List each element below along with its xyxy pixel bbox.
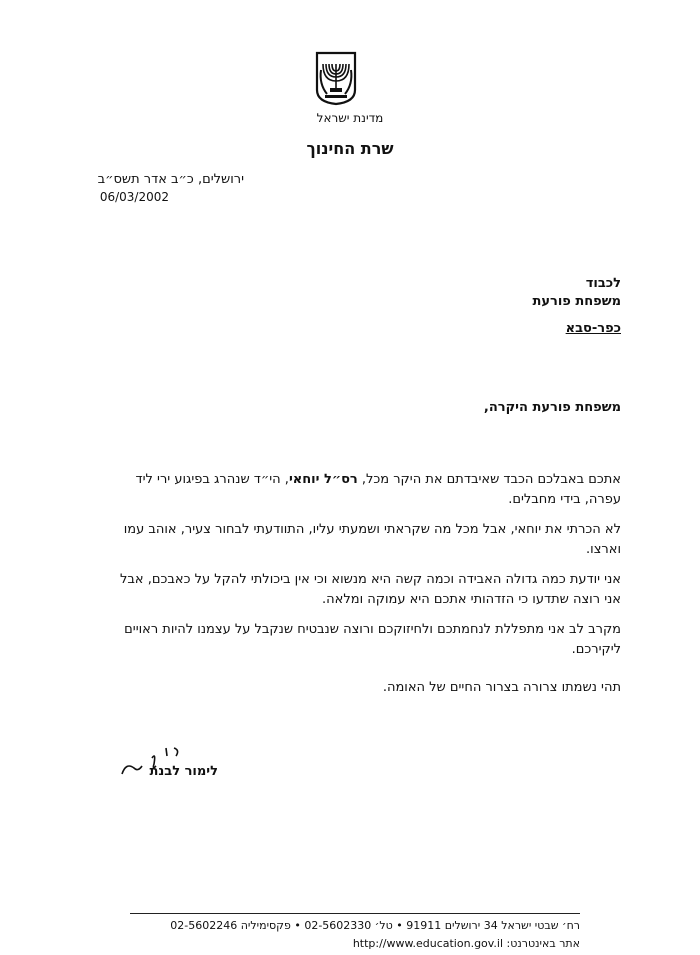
footer-website <box>353 937 580 950</box>
paragraph-prayer: מקרב לב אני מתפללת לנחמתכם ולחיזוקכם ורוצה שנבטיח שנקבל על עצמנו להיות ראויים ליקירכם. <box>124 622 621 657</box>
footer-address: רח׳ שבטי ישראל 34 ירושלים 91911 • טל׳ 02-5602330 • פקסימיליה 02-5602246 <box>170 919 580 932</box>
letterhead-country: מדינת ישראל <box>316 111 384 125</box>
paragraph-acquaintance: לא הכרתי את יוחאי, אבל מכל מה שקראתי ושמעתי עליו, התוודעתי לבחור צעיר, אוהב עמו וארצו. <box>123 522 621 557</box>
paragraph-loss: אני יודעת כמה גדולה האבידה וכמה קשה היא מנשוא וכי אין ביכולתי להקל על כאבכם, אבל אני רוצה שתדעו כי הזדהותי אתכם היא עמוקה ומלאה. <box>120 572 621 607</box>
date-gregorian: 06/03/2002 <box>99 190 169 204</box>
recipient-name: משפחת פורעת <box>532 294 621 309</box>
date-hebrew: ירושלים, כ״ב אדר תשס״ב <box>97 172 244 187</box>
paragraph-text: , הי״ד שנהרג בפיגוע ירי ליד עפרה, בידי מחבלים. <box>135 472 621 507</box>
footer-divider <box>130 913 580 914</box>
paragraph-condolence <box>101 470 621 510</box>
deceased-name: רס״ל יוחאי <box>288 472 358 487</box>
footer-site-label: אתר באינטרנט: <box>506 937 580 950</box>
state-emblem-icon <box>313 50 359 106</box>
signer-name: לימור לבנת <box>149 764 218 779</box>
recipient-city: כפר-סבא <box>565 321 621 336</box>
paragraph-closing: תהי נשמתו צרורה בצרור החיים של האומה. <box>382 680 621 695</box>
recipient-label: לכבוד <box>585 276 621 291</box>
letterhead-ministry: שרת החינוך <box>306 139 394 158</box>
paragraph-text: אתכם באבלכם הכבד שאיבדתם את היקר מכל, <box>357 472 621 487</box>
footer-url-link[interactable]: http://www.education.gov.il <box>352 937 504 950</box>
salutation: משפחת פורעת היקרה, <box>483 400 621 415</box>
